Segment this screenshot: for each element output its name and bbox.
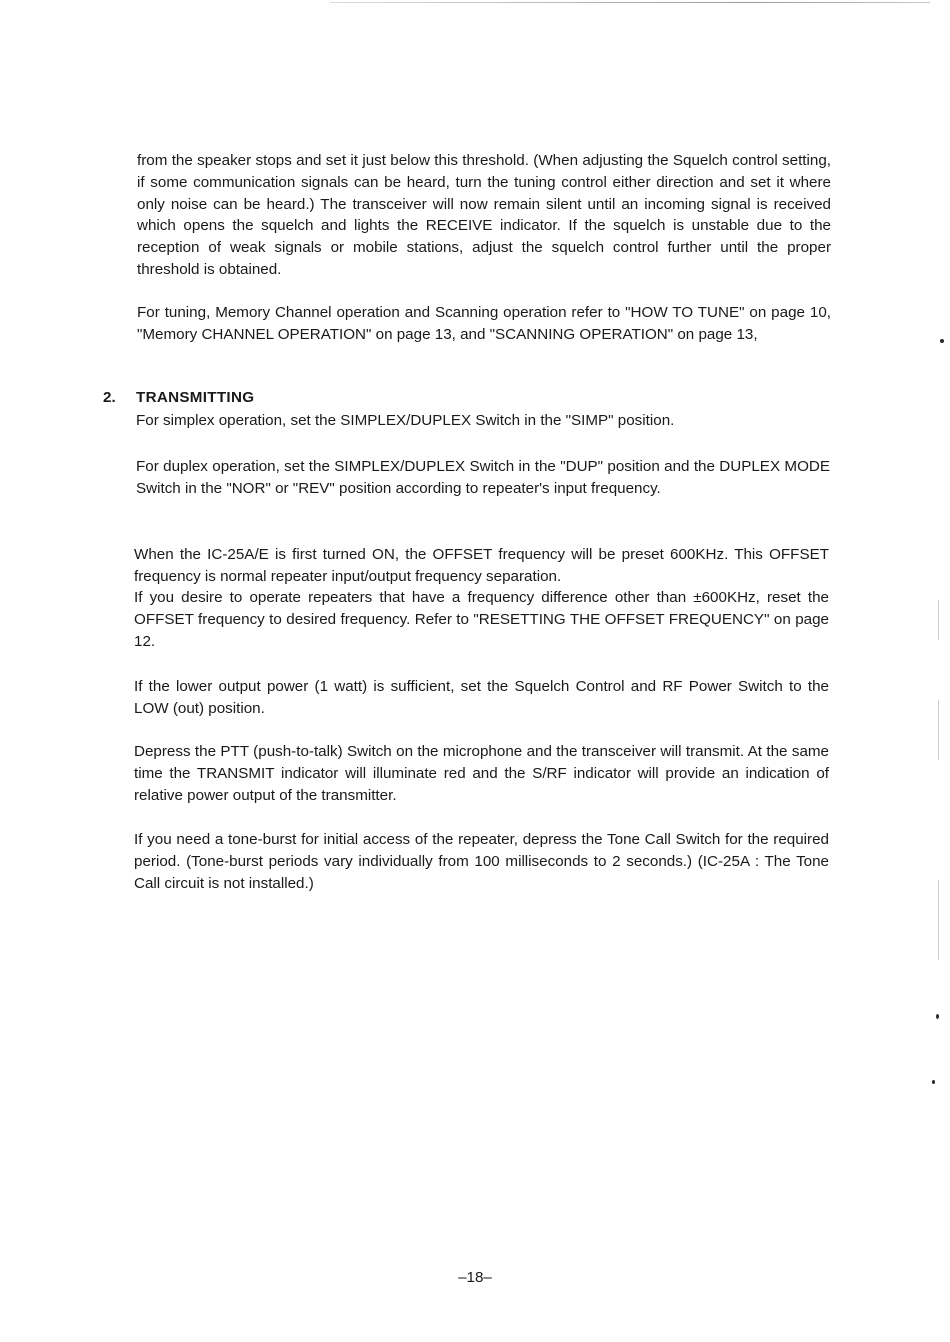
paragraph-offset-reset: If you desire to operate repeaters that have a frequency difference other than ±600KHz, reset the OFFSET frequency to desired frequency. Refer to "RESETTING THE OFFSET FREQUENCY" on page 12. bbox=[134, 589, 829, 650]
paragraph-duplex: For duplex operation, set the SIMPLEX/DUPLEX Switch in the "DUP" position and the DUPLEX MODE Switch in the "NOR" or "REV" position according to repeater's input frequency. bbox=[136, 458, 830, 497]
paragraph-squelch-threshold: from the speaker stops and set it just below this threshold. (When adjusting the Squelch control setting, if some communication signals can be heard, turn the tuning control either direction and set it where only noise can be heard.) The transceiver will now remain silent until an incoming signal is received which opens the squelch and lights the RECEIVE indicator. If the squelch is unstable due to the reception of weak signals or mobile stations, adjust the squelch control further until the proper threshold is obtained. bbox=[137, 152, 831, 278]
page-number: –18– bbox=[458, 1269, 492, 1286]
scan-speck bbox=[932, 1080, 935, 1084]
section-title: TRANSMITTING bbox=[136, 389, 255, 406]
paragraph-tuning-references: For tuning, Memory Channel operation and Scanning operation refer to "HOW TO TUNE" on page 10, "Memory CHANNEL OPERATION" on page 13, and "SCANNING OPERATION" on page 13, bbox=[137, 304, 831, 343]
paragraph-tone-burst: If you need a tone-burst for initial access of the repeater, depress the Tone Call Switch for the required period. (Tone-burst periods vary individually from 100 milliseconds to 2 seconds.) (IC-25A : The Tone Call circuit is not installed.) bbox=[134, 831, 829, 892]
scan-speck bbox=[936, 1014, 939, 1019]
paragraph-low-power: If the lower output power (1 watt) is sufficient, set the Squelch Control and RF Power Switch to the LOW (out) position. bbox=[134, 678, 829, 717]
paragraph-ptt-transmit: Depress the PTT (push-to-talk) Switch on the microphone and the transceiver will transmit. At the same time the TRANSMIT indicator will illuminate red and the S/RF indicator will provide an indication of relative power output of the transmitter. bbox=[134, 743, 829, 804]
paragraph-simplex: For simplex operation, set the SIMPLEX/DUPLEX Switch in the "SIMP" position. bbox=[136, 412, 675, 429]
scan-dash bbox=[938, 700, 939, 760]
scan-dash bbox=[938, 880, 939, 960]
scan-edge-line bbox=[330, 2, 930, 3]
paragraph-offset-preset: When the IC-25A/E is first turned ON, the OFFSET frequency will be preset 600KHz. This OFFSET frequency is normal repeater input/output frequency separation. bbox=[134, 546, 829, 585]
section-number: 2. bbox=[103, 389, 116, 406]
scan-dash bbox=[938, 600, 939, 640]
scan-speck bbox=[940, 339, 944, 343]
